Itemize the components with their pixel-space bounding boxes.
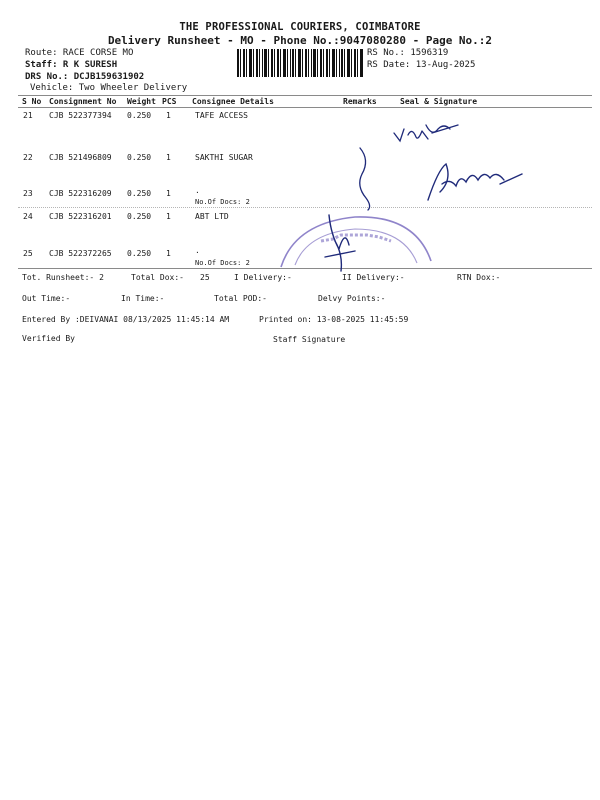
row-docs-count: No.Of Docs: 2 [195,198,250,206]
col-header-seal: Seal & Signature [400,97,478,106]
row-consignee: . [195,246,200,255]
total-dox-value: 25 [200,273,210,282]
row-sno: 22 [23,153,33,162]
rs-number: RS No.: 1596319 [367,48,449,58]
total-pod-label: Total POD:- [214,294,267,303]
row-pcs: 1 [166,189,171,198]
total-runsheet: Tot. Runsheet:- 2 [22,273,104,282]
rtn-dox-label: RTN Dox:- [457,273,501,282]
barcode-graphic [237,49,363,77]
col-header-pcs: PCS [162,97,177,106]
col-header-consignee: Consignee Details [192,97,274,106]
col-header-consignment: Consignment No [49,97,117,106]
staff-signature-label: Staff Signature [273,335,346,344]
row-weight: 0.250 [127,111,152,120]
verified-by-label: Verified By [22,334,75,343]
row-weight: 0.250 [127,249,152,258]
row-consignment: CJB 522316209 [49,189,112,198]
col-header-weight: Weight [127,97,156,106]
row-consignment: CJB 522316201 [49,212,112,221]
delvy-points-label: Delvy Points:- [318,294,386,303]
row-sno: 25 [23,249,33,258]
runsheet-subtitle: Delivery Runsheet - MO - Phone No.:9047080280 - Page No.:2 [107,34,493,47]
row-consignee: TAFE ACCESS [195,111,248,120]
ii-delivery-label: II Delivery:- [342,273,405,282]
row-weight: 0.250 [127,212,152,221]
route-label: Route: RACE CORSE MO [25,48,134,58]
row-pcs: 1 [166,153,171,162]
i-delivery-label: I Delivery:- [234,273,292,282]
row-pcs: 1 [166,212,171,221]
row-weight: 0.250 [127,153,152,162]
row-consignee: . [195,186,200,195]
total-dox-label: Total Dox:- [131,273,184,282]
row-pcs: 1 [166,249,171,258]
row-sno: 23 [23,189,33,198]
row-consignment: CJB 522377394 [49,111,112,120]
row-consignment: CJB 521496809 [49,153,112,162]
row-sno: 21 [23,111,33,120]
printed-on: Printed on: 13-08-2025 11:45:59 [259,315,409,324]
out-time-label: Out Time:- [22,294,71,303]
rs-date: RS Date: 13-Aug-2025 [367,60,476,70]
drs-number: DRS No.: DCJB159631902 [25,72,145,82]
company-title: THE PROFESSIONAL COURIERS, COIMBATORE [179,21,421,33]
row-consignment: CJB 522372265 [49,249,112,258]
row-sno: 24 [23,212,33,221]
row-consignee: ABT LTD [195,212,229,221]
header-top-rule [18,95,592,96]
col-header-remarks: Remarks [343,97,377,106]
company-stamp [275,205,435,275]
row-docs-count: No.Of Docs: 2 [195,259,250,267]
row-weight: 0.250 [127,189,152,198]
vehicle-label: Vehicle: Two Wheeler Delivery [30,83,188,93]
in-time-label: In Time:- [121,294,165,303]
header-bottom-rule [18,107,592,108]
signature-row-22 [350,140,540,215]
entered-by: Entered By :DEIVANAI 08/13/2025 11:45:14 AM [22,315,230,324]
row-consignee: SAKTHI SUGAR [195,153,253,162]
row-pcs: 1 [166,111,171,120]
col-header-sno: S No [22,97,42,106]
staff-label: Staff: R K SURESH [25,60,118,70]
